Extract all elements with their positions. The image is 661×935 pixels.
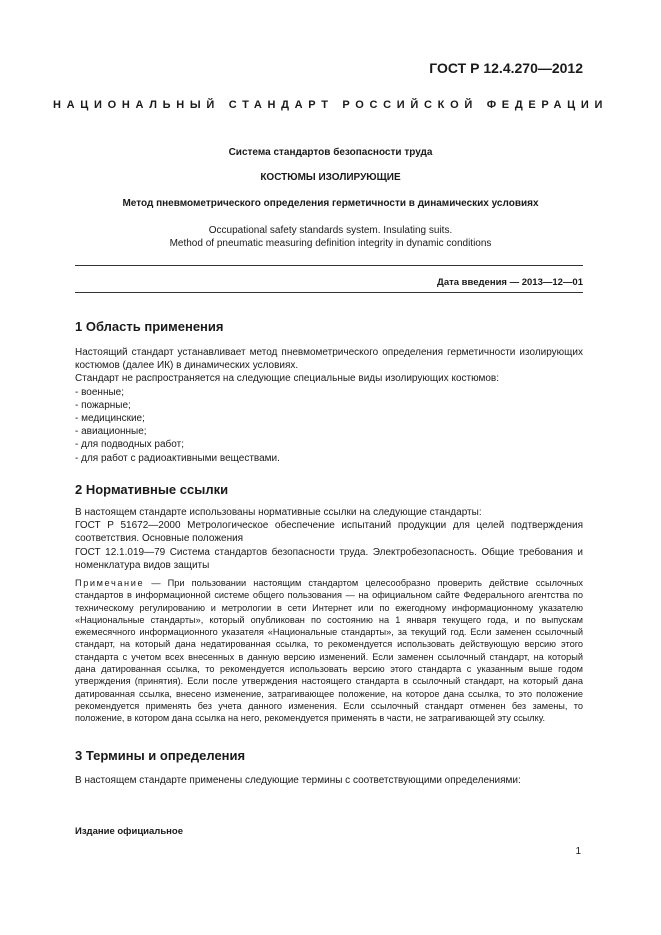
note-text: — При пользовании настоящим стандартом целесообразно проверить действие ссылочных стандартов в информационной системе общего пользования — на официальном сайте Федерального агентства по техническому регулированию и метрологии в сети Интернет или по ежегодному информационному указателю «Национальные стандарты», который опубликован по состоянию на 1 января текущего года, и по выпускам ежемесячного информационного указателя «Национальные стандарты», за текущий год. Если заменен ссылочный стандарт, на который дана недатированная ссылка, то рекомендуется использовать действующую версию этого стандарта с учетом всех внесенных в данную версию изменений. Если заменен ссылочный стандарт, на который дана датированная ссылка, то рекомендуется использовать версию этого стандарта с указанным выше годом утверждения (принятия). Если после утверждения настоящего стандарта в ссылочный стандарт, на который дана датированная ссылка, внесено изменение, затрагивающее положение, на которое дана ссылка, то это положение рекомендуется применять без учета данного изменения. Если ссылочный стандарт отменен без замены, то положение, в котором дана ссылка на него, рекомендуется применять в части, не затрагивающей эту ссылку. [75,578,583,724]
list-item: - военные; [75,386,125,398]
intro-date: Дата введения — 2013—12—01 [437,277,583,288]
gost-number: ГОСТ Р 12.4.270—2012 [429,60,583,76]
section1-list [75,386,583,465]
section3-body [75,774,583,787]
section2-heading: 2 Нормативные ссылки [75,482,229,497]
section3-para1: В настоящем стандарте применены следующие термины с соответствующими определениями: [75,775,521,786]
list-item: - авиационные; [75,426,147,438]
title-english-line1: Occupational safety standards system. Insulating suits. [208,225,453,236]
page-number: 1 [575,846,581,857]
section1-body [75,346,583,465]
section2-ref2: ГОСТ 12.1.019—79 Система стандартов безопасности труда. Электробезопасность. Общие требования и номенклатура видов защиты [75,546,583,571]
list-item: - для подводных работ; [75,439,184,451]
section2-note [75,577,583,725]
list-item: - медицинские; [75,412,145,424]
edition-label: Издание официальное [75,826,183,837]
note-label: Примечание [75,578,145,588]
list-item: - для работ с радиоактивными веществами. [75,452,280,464]
title-method: Метод пневмометрического определения герметичности в динамических условиях [122,198,539,209]
section1-para1: Настоящий стандарт устанавливает метод пневмометрического определения герметичности изолирующих костюмов (далее ИК) в динамических условиях. [75,347,583,372]
list-item: - пожарные; [75,399,131,411]
divider-date [75,292,583,293]
title-name: КОСТЮМЫ ИЗОЛИРУЮЩИЕ [260,172,401,183]
title-system: Система стандартов безопасности труда [228,147,433,158]
divider-top [75,265,583,266]
section2-body [75,506,583,572]
section3-heading: 3 Термины и определения [75,748,246,763]
section2-para1: В настоящем стандарте использованы нормативные ссылки на следующие стандарты: [75,507,482,518]
section1-heading: 1 Область применения [75,319,224,334]
national-standard-banner: НАЦИОНАЛЬНЫЙ СТАНДАРТ РОССИЙСКОЙ ФЕДЕРАЦИИ [52,99,609,111]
title-english-line2: Method of pneumatic measuring definition integrity in dynamic conditions [169,238,492,249]
section1-para2: Стандарт не распространяется на следующие специальные виды изолирующих костюмов: [75,373,500,385]
section2-ref1: ГОСТ Р 51672—2000 Метрологическое обеспечение испытаний продукции для целей подтверждения соответствия. Основные положения [75,520,583,545]
